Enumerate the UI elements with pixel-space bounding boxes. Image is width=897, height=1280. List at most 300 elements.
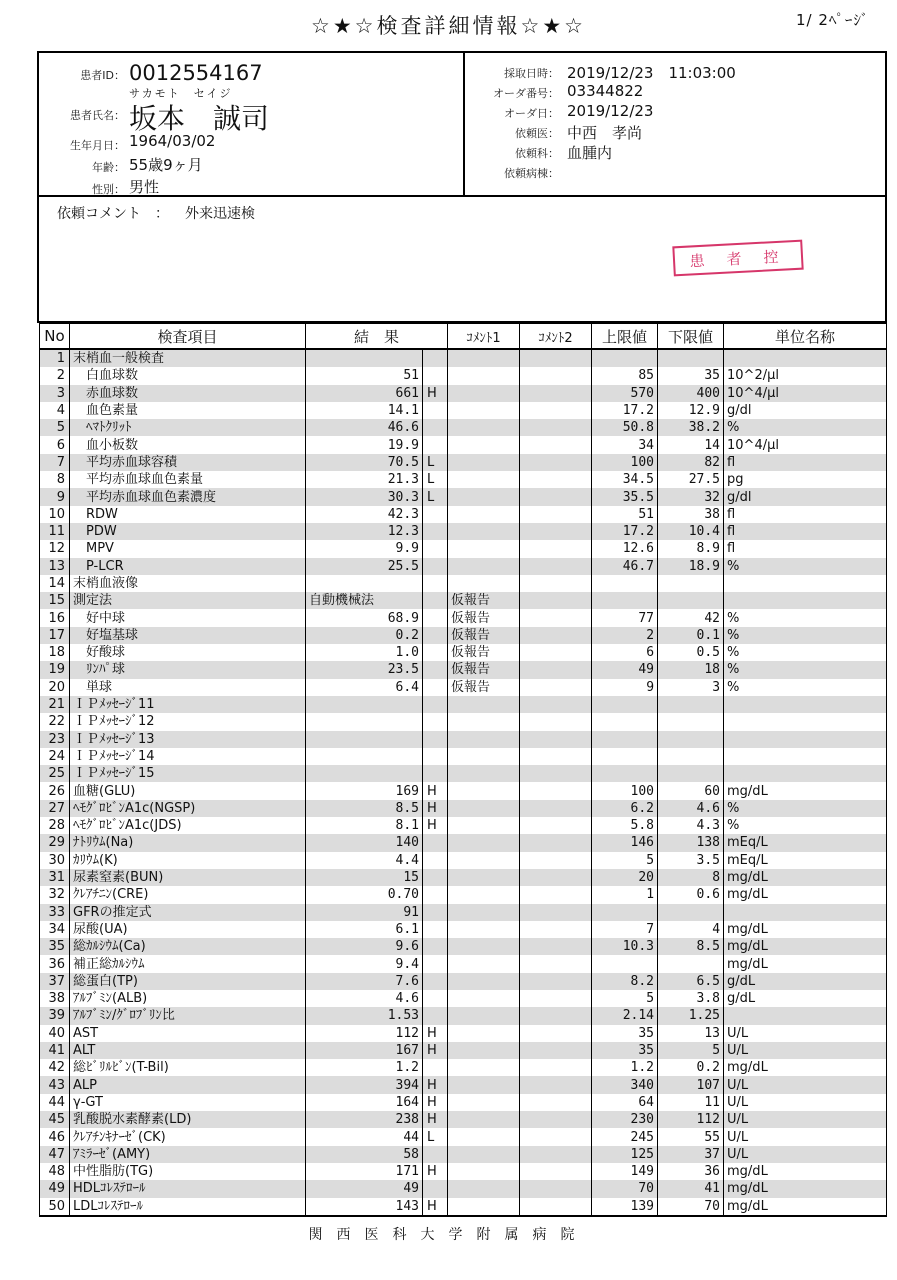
row-unit: U/L <box>724 1042 887 1059</box>
row-unit: mg/dL <box>724 938 887 955</box>
table-row <box>40 955 887 972</box>
row-lower: 35 <box>658 367 724 384</box>
row-unit: g/dL <box>724 990 887 1007</box>
row-comment1: 仮報告 <box>448 609 520 626</box>
patient-name: 坂本 誠司 <box>129 102 270 135</box>
row-result: 9.9 <box>306 540 423 557</box>
row-lower <box>658 575 724 592</box>
row-result: 661 <box>306 385 423 402</box>
row-comment1 <box>448 1128 520 1145</box>
row-no: 35 <box>40 938 70 955</box>
row-unit: fl <box>724 506 887 523</box>
row-no: 46 <box>40 1128 70 1145</box>
row-result <box>306 748 423 765</box>
row-result <box>306 696 423 713</box>
patient-id: 0012554167 <box>129 61 263 85</box>
row-upper: 146 <box>592 834 658 851</box>
row-comment2 <box>520 1025 592 1042</box>
row-unit <box>724 349 887 367</box>
row-comment2 <box>520 938 592 955</box>
row-unit: 10^2/μl <box>724 367 887 384</box>
row-item: 赤血球数 <box>70 385 306 402</box>
row-lower: 8.5 <box>658 938 724 955</box>
row-flag <box>423 558 448 575</box>
row-result: 12.3 <box>306 523 423 540</box>
row-flag <box>423 661 448 678</box>
row-no: 12 <box>40 540 70 557</box>
row-comment2 <box>520 1198 592 1216</box>
row-comment2 <box>520 1128 592 1145</box>
row-item: 測定法 <box>70 592 306 609</box>
row-result: 25.5 <box>306 558 423 575</box>
row-comment1 <box>448 1146 520 1163</box>
row-no: 29 <box>40 834 70 851</box>
patient-id-label: 患者ID： <box>80 69 125 82</box>
row-result: 1.53 <box>306 1007 423 1024</box>
table-row <box>40 713 887 730</box>
table-row <box>40 1198 887 1216</box>
row-comment2 <box>520 471 592 488</box>
row-no: 28 <box>40 817 70 834</box>
row-item: 末梢血一般検査 <box>70 349 306 367</box>
row-comment2 <box>520 385 592 402</box>
row-comment2 <box>520 1163 592 1180</box>
row-flag: H <box>423 1094 448 1111</box>
row-comment2 <box>520 488 592 505</box>
row-no: 19 <box>40 661 70 678</box>
row-lower: 11 <box>658 1094 724 1111</box>
row-lower: 10.4 <box>658 523 724 540</box>
col-item: 検査項目 <box>70 323 306 349</box>
row-no: 31 <box>40 869 70 886</box>
row-result: 7.6 <box>306 973 423 990</box>
row-upper: 100 <box>592 782 658 799</box>
row-upper: 5 <box>592 852 658 869</box>
row-no: 30 <box>40 852 70 869</box>
row-no: 20 <box>40 679 70 696</box>
row-item: ＩＰﾒｯｾｰｼﾞ14 <box>70 748 306 765</box>
row-lower: 4.3 <box>658 817 724 834</box>
row-comment1 <box>448 385 520 402</box>
row-lower: 4 <box>658 921 724 938</box>
table-row <box>40 419 887 436</box>
row-no: 13 <box>40 558 70 575</box>
table-row <box>40 834 887 851</box>
row-flag <box>423 713 448 730</box>
row-comment2 <box>520 834 592 851</box>
row-item: 乳酸脱水素酵素(LD) <box>70 1111 306 1128</box>
row-no: 43 <box>40 1076 70 1093</box>
row-item: ＩＰﾒｯｾｰｼﾞ13 <box>70 731 306 748</box>
row-no: 15 <box>40 592 70 609</box>
row-unit: mg/dL <box>724 782 887 799</box>
table-row <box>40 661 887 678</box>
table-row <box>40 696 887 713</box>
row-unit: mg/dL <box>724 869 887 886</box>
row-unit <box>724 765 887 782</box>
row-unit: % <box>724 661 887 678</box>
row-lower <box>658 592 724 609</box>
row-no: 34 <box>40 921 70 938</box>
row-comment1 <box>448 488 520 505</box>
row-comment1 <box>448 471 520 488</box>
row-upper: 6 <box>592 644 658 661</box>
row-no: 44 <box>40 1094 70 1111</box>
row-flag <box>423 506 448 523</box>
row-item: 血小板数 <box>70 436 306 453</box>
row-comment2 <box>520 1146 592 1163</box>
row-unit: mg/dL <box>724 1059 887 1076</box>
row-comment1 <box>448 1180 520 1197</box>
row-unit: U/L <box>724 1111 887 1128</box>
row-item: 単球 <box>70 679 306 696</box>
row-item: ｸﾚｱﾁﾆﾝ(CRE) <box>70 886 306 903</box>
row-unit: % <box>724 679 887 696</box>
row-no: 7 <box>40 454 70 471</box>
row-unit: g/dL <box>724 973 887 990</box>
row-flag <box>423 696 448 713</box>
order-date: 2019/12/23 <box>567 102 654 120</box>
row-result <box>306 349 423 367</box>
row-comment2 <box>520 644 592 661</box>
row-no: 26 <box>40 782 70 799</box>
row-unit: U/L <box>724 1076 887 1093</box>
row-unit: fl <box>724 523 887 540</box>
row-upper: 10.3 <box>592 938 658 955</box>
row-item: ＩＰﾒｯｾｰｼﾞ11 <box>70 696 306 713</box>
row-flag <box>423 1059 448 1076</box>
table-row <box>40 1163 887 1180</box>
row-flag: L <box>423 1128 448 1145</box>
table-row <box>40 627 887 644</box>
row-item: ｶﾘｳﾑ(K) <box>70 852 306 869</box>
row-comment2 <box>520 990 592 1007</box>
row-comment1: 仮報告 <box>448 592 520 609</box>
row-flag <box>423 904 448 921</box>
row-result: 140 <box>306 834 423 851</box>
row-result: 58 <box>306 1146 423 1163</box>
row-unit <box>724 713 887 730</box>
row-item: ﾍﾏﾄｸﾘｯﾄ <box>70 419 306 436</box>
row-comment2 <box>520 955 592 972</box>
row-upper: 50.8 <box>592 419 658 436</box>
comment-text: 外来迅速検 <box>185 206 255 222</box>
row-flag <box>423 402 448 419</box>
table-row <box>40 1094 887 1111</box>
row-comment2 <box>520 921 592 938</box>
row-upper: 35 <box>592 1042 658 1059</box>
row-upper <box>592 713 658 730</box>
row-result: 1.2 <box>306 1059 423 1076</box>
row-result <box>306 575 423 592</box>
row-result: 112 <box>306 1025 423 1042</box>
row-lower <box>658 731 724 748</box>
row-result: 394 <box>306 1076 423 1093</box>
collected-datetime: 2019/12/23 11:03:00 <box>567 64 736 82</box>
row-lower: 37 <box>658 1146 724 1163</box>
row-no: 45 <box>40 1111 70 1128</box>
row-upper <box>592 349 658 367</box>
row-item: 総ｶﾙｼｳﾑ(Ca) <box>70 938 306 955</box>
row-comment1 <box>448 748 520 765</box>
table-row <box>40 349 887 367</box>
row-no: 16 <box>40 609 70 626</box>
doctor-label: 依頼医： <box>515 127 559 140</box>
row-unit: mg/dL <box>724 921 887 938</box>
row-lower <box>658 696 724 713</box>
col-comment2: ｺﾒﾝﾄ2 <box>520 323 592 349</box>
row-comment2 <box>520 713 592 730</box>
row-item: ﾍﾓｸﾞﾛﾋﾞﾝA1c(NGSP) <box>70 800 306 817</box>
table-row <box>40 765 887 782</box>
row-result: 44 <box>306 1128 423 1145</box>
row-comment2 <box>520 540 592 557</box>
table-row <box>40 973 887 990</box>
row-upper <box>592 696 658 713</box>
dob: 1964/03/02 <box>129 132 216 150</box>
row-unit: % <box>724 627 887 644</box>
row-no: 2 <box>40 367 70 384</box>
row-comment1 <box>448 1059 520 1076</box>
row-upper <box>592 748 658 765</box>
table-row <box>40 800 887 817</box>
col-no: No <box>40 323 70 349</box>
hospital-name-footer: 関西医科大学附属病院 <box>308 1227 589 1243</box>
row-upper: 64 <box>592 1094 658 1111</box>
collected-label: 採取日時： <box>504 67 559 80</box>
col-upper: 上限値 <box>592 323 658 349</box>
row-no: 48 <box>40 1163 70 1180</box>
row-flag <box>423 540 448 557</box>
row-upper <box>592 955 658 972</box>
row-lower: 60 <box>658 782 724 799</box>
row-comment2 <box>520 731 592 748</box>
row-comment1 <box>448 419 520 436</box>
row-flag: H <box>423 817 448 834</box>
row-comment2 <box>520 609 592 626</box>
patient-kana: サカモト セイジ <box>129 87 233 100</box>
row-unit: mg/dL <box>724 1180 887 1197</box>
row-comment1 <box>448 402 520 419</box>
row-no: 10 <box>40 506 70 523</box>
table-row <box>40 367 887 384</box>
table-row <box>40 990 887 1007</box>
row-result: 4.4 <box>306 852 423 869</box>
row-comment1 <box>448 817 520 834</box>
row-flag <box>423 436 448 453</box>
row-lower: 8 <box>658 869 724 886</box>
row-comment1 <box>448 1198 520 1216</box>
row-lower: 12.9 <box>658 402 724 419</box>
row-result: 167 <box>306 1042 423 1059</box>
row-item: 白血球数 <box>70 367 306 384</box>
row-flag <box>423 852 448 869</box>
row-flag <box>423 731 448 748</box>
row-result: 49 <box>306 1180 423 1197</box>
row-comment1: 仮報告 <box>448 627 520 644</box>
row-comment1 <box>448 575 520 592</box>
table-row <box>40 609 887 626</box>
row-comment2 <box>520 696 592 713</box>
row-unit <box>724 592 887 609</box>
row-comment2 <box>520 1042 592 1059</box>
row-result: 0.70 <box>306 886 423 903</box>
row-unit: % <box>724 419 887 436</box>
row-item: RDW <box>70 506 306 523</box>
row-upper: 70 <box>592 1180 658 1197</box>
row-item: MPV <box>70 540 306 557</box>
row-flag <box>423 349 448 367</box>
table-row <box>40 1059 887 1076</box>
row-upper: 46.7 <box>592 558 658 575</box>
row-item: P-LCR <box>70 558 306 575</box>
row-comment2 <box>520 402 592 419</box>
row-upper <box>592 731 658 748</box>
row-lower <box>658 713 724 730</box>
sex-label: 性別： <box>92 183 125 196</box>
row-comment2 <box>520 886 592 903</box>
row-flag <box>423 955 448 972</box>
row-upper: 9 <box>592 679 658 696</box>
row-no: 22 <box>40 713 70 730</box>
comment-label: 依頼コメント ： <box>57 206 169 222</box>
row-no: 14 <box>40 575 70 592</box>
row-unit: mg/dL <box>724 1198 887 1216</box>
row-upper: 49 <box>592 661 658 678</box>
row-lower: 0.6 <box>658 886 724 903</box>
row-upper: 570 <box>592 385 658 402</box>
row-flag <box>423 592 448 609</box>
row-item: ﾅﾄﾘｳﾑ(Na) <box>70 834 306 851</box>
row-comment1: 仮報告 <box>448 661 520 678</box>
row-comment2 <box>520 627 592 644</box>
row-lower: 6.5 <box>658 973 724 990</box>
row-upper <box>592 592 658 609</box>
table-row <box>40 592 887 609</box>
row-flag <box>423 748 448 765</box>
row-comment1 <box>448 886 520 903</box>
row-item: LDLｺﾚｽﾃﾛｰﾙ <box>70 1198 306 1216</box>
row-no: 17 <box>40 627 70 644</box>
row-comment1 <box>448 973 520 990</box>
row-result: 91 <box>306 904 423 921</box>
row-item: ｱﾙﾌﾞﾐﾝ/ｸﾞﾛﾌﾞﾘﾝ比 <box>70 1007 306 1024</box>
row-unit: % <box>724 558 887 575</box>
row-flag: H <box>423 1198 448 1216</box>
table-row <box>40 938 887 955</box>
row-item: 尿素窒素(BUN) <box>70 869 306 886</box>
dob-label: 生年月日： <box>70 139 125 152</box>
row-comment1 <box>448 938 520 955</box>
row-item: ALT <box>70 1042 306 1059</box>
col-comment1: ｺﾒﾝﾄ1 <box>448 323 520 349</box>
row-flag <box>423 834 448 851</box>
row-lower: 14 <box>658 436 724 453</box>
row-no: 32 <box>40 886 70 903</box>
row-lower: 138 <box>658 834 724 851</box>
row-result: 42.3 <box>306 506 423 523</box>
row-no: 24 <box>40 748 70 765</box>
row-comment1 <box>448 1042 520 1059</box>
row-no: 9 <box>40 488 70 505</box>
row-result: 15 <box>306 869 423 886</box>
row-item: GFRの推定式 <box>70 904 306 921</box>
table-row <box>40 644 887 661</box>
row-upper: 1 <box>592 886 658 903</box>
row-no: 4 <box>40 402 70 419</box>
row-comment1 <box>448 1094 520 1111</box>
row-comment1 <box>448 523 520 540</box>
row-upper: 51 <box>592 506 658 523</box>
row-flag: H <box>423 1042 448 1059</box>
row-lower: 112 <box>658 1111 724 1128</box>
row-lower: 3.8 <box>658 990 724 1007</box>
row-flag <box>423 419 448 436</box>
row-no: 38 <box>40 990 70 1007</box>
row-lower: 1.25 <box>658 1007 724 1024</box>
row-item: 好塩基球 <box>70 627 306 644</box>
row-no: 5 <box>40 419 70 436</box>
row-comment2 <box>520 592 592 609</box>
row-item: ﾍﾓｸﾞﾛﾋﾞﾝA1c(JDS) <box>70 817 306 834</box>
row-lower: 13 <box>658 1025 724 1042</box>
row-result: 143 <box>306 1198 423 1216</box>
row-flag: H <box>423 1076 448 1093</box>
row-lower: 42 <box>658 609 724 626</box>
row-lower <box>658 955 724 972</box>
row-comment1 <box>448 558 520 575</box>
patient-name-label: 患者氏名： <box>70 109 125 122</box>
row-comment1 <box>448 696 520 713</box>
row-flag <box>423 1180 448 1197</box>
row-unit <box>724 904 887 921</box>
row-no: 33 <box>40 904 70 921</box>
row-no: 27 <box>40 800 70 817</box>
row-comment1 <box>448 540 520 557</box>
row-result: 169 <box>306 782 423 799</box>
row-flag <box>423 644 448 661</box>
row-comment2 <box>520 1180 592 1197</box>
table-row <box>40 558 887 575</box>
row-flag: H <box>423 385 448 402</box>
sex: 男性 <box>129 178 160 196</box>
table-row <box>40 1111 887 1128</box>
row-item: ﾘﾝﾊﾟ球 <box>70 661 306 678</box>
row-upper: 100 <box>592 454 658 471</box>
row-item: 総蛋白(TP) <box>70 973 306 990</box>
document-title: ☆★☆検査詳細情報☆★☆ <box>311 14 586 38</box>
table-row <box>40 1076 887 1093</box>
table-row <box>40 1025 887 1042</box>
row-lower: 3.5 <box>658 852 724 869</box>
row-unit: fl <box>724 454 887 471</box>
row-upper: 5.8 <box>592 817 658 834</box>
row-result: 68.9 <box>306 609 423 626</box>
row-no: 41 <box>40 1042 70 1059</box>
age-label: 年齢： <box>92 161 125 174</box>
row-result: 8.1 <box>306 817 423 834</box>
row-comment1 <box>448 1163 520 1180</box>
row-unit: U/L <box>724 1025 887 1042</box>
table-row <box>40 1042 887 1059</box>
row-unit: 10^4/μl <box>724 436 887 453</box>
row-flag: H <box>423 1025 448 1042</box>
row-flag <box>423 679 448 696</box>
row-item: γ-GT <box>70 1094 306 1111</box>
row-item: ＩＰﾒｯｾｰｼﾞ15 <box>70 765 306 782</box>
row-item: ｱﾐﾗｰｾﾞ(AMY) <box>70 1146 306 1163</box>
row-result: 51 <box>306 367 423 384</box>
